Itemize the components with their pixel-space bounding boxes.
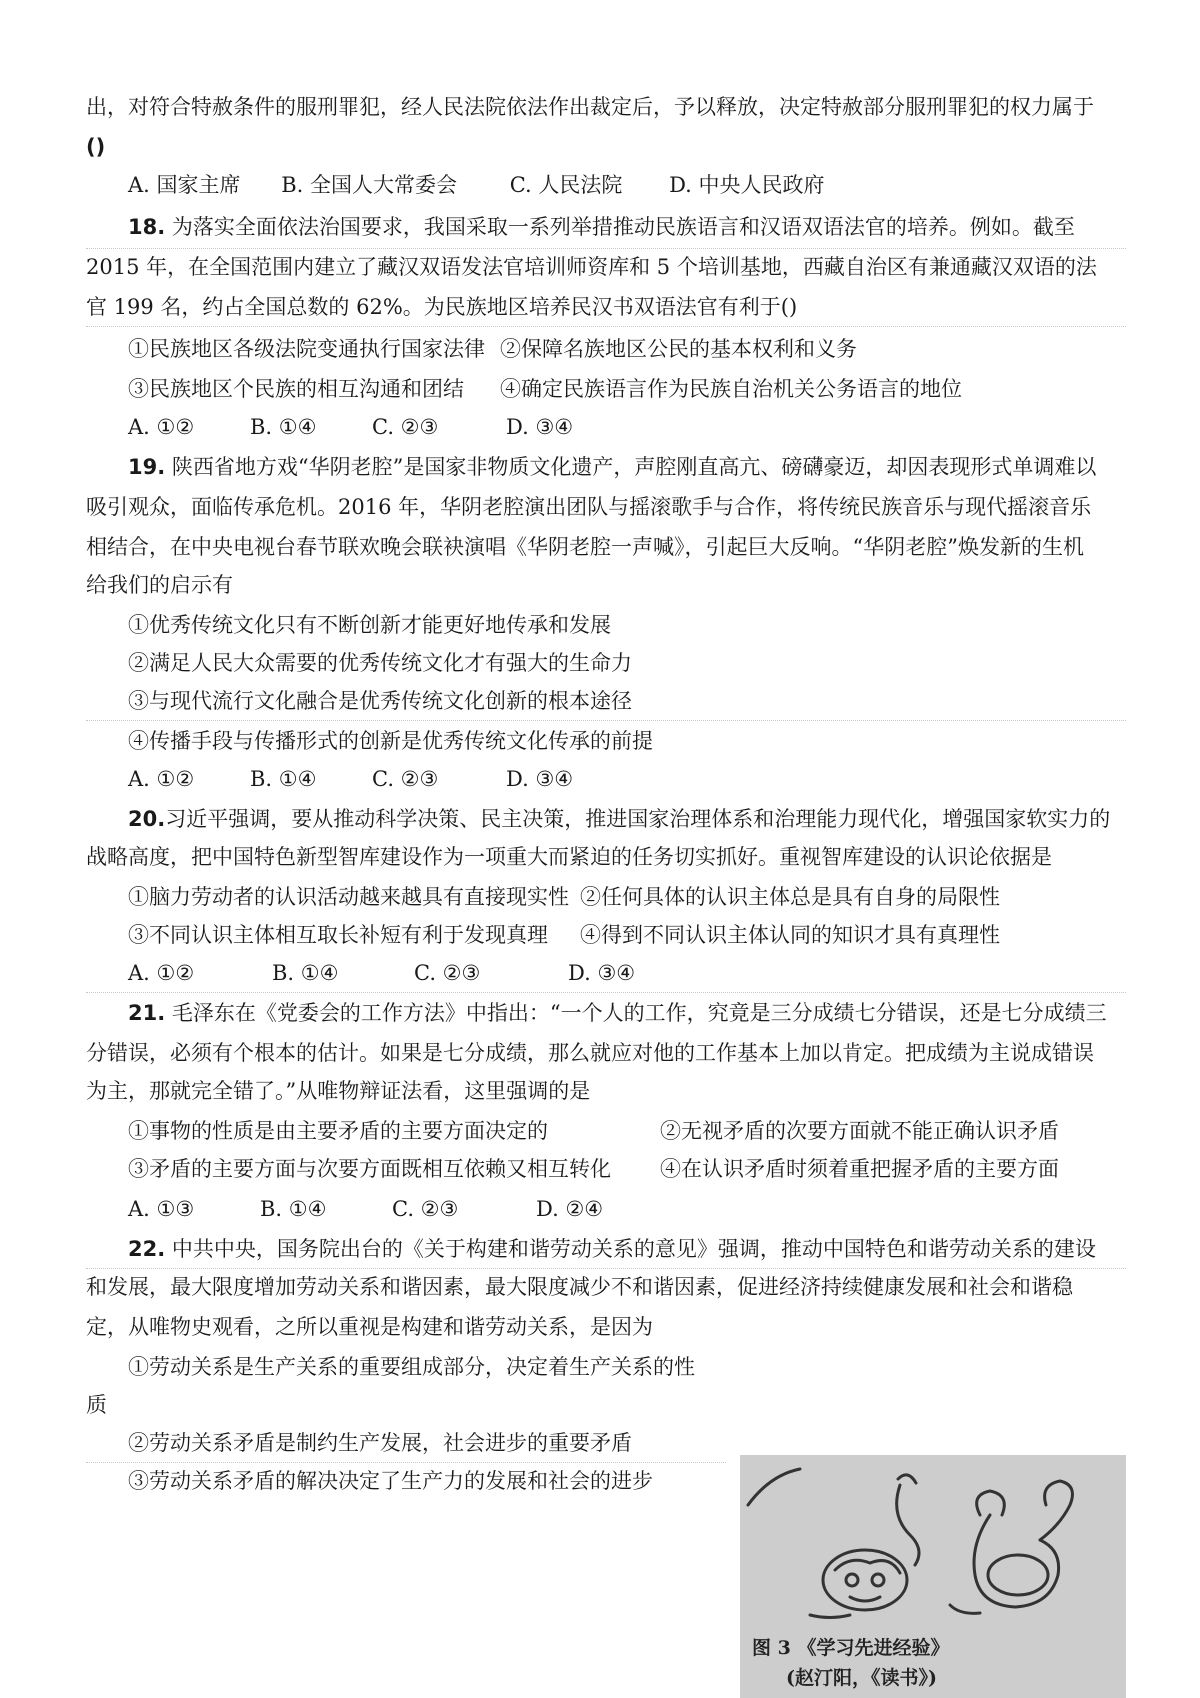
q21-option-b[interactable]: B. ①④	[260, 1197, 327, 1221]
q20-item-4: ④得到不同认识主体认同的知识才具有真理性	[580, 923, 1000, 947]
q22-item-1-cont: 质	[86, 1393, 107, 1417]
q22-item-3: ③劳动关系矛盾的解决决定了生产力的发展和社会的进步	[128, 1469, 653, 1493]
q22-stem-line2: 和发展，最大限度增加劳动关系和谐因素，最大限度减少不和谐因素，促进经济持续健康发展和社会和谐稳	[86, 1275, 1073, 1299]
q21-items-row1	[128, 1116, 1059, 1146]
q21-stem-line3: 为主，那就完全错了。”从唯物辩证法看，这里强调的是	[86, 1079, 591, 1103]
divider	[86, 720, 1126, 721]
q20-number: 20.	[128, 807, 166, 831]
q20-option-a[interactable]: A. ①②	[128, 961, 195, 985]
q22-number: 22.	[128, 1237, 166, 1261]
q20-option-c[interactable]: C. ②③	[414, 961, 481, 985]
q21-stem-line1	[128, 998, 1107, 1028]
q21-item-2: ②无视矛盾的次要方面就不能正确认识矛盾	[660, 1119, 1059, 1143]
q20-item-2: ②任何具体的认识主体总是具有自身的局限性	[580, 885, 1000, 909]
q21-options	[128, 1194, 603, 1224]
q18-stem-text: 为落实全面依法治国要求，我国采取一系列举措推动民族语言和汉语双语法官的培养。例如。截至	[171, 215, 1075, 239]
q18-item-3: ③民族地区个民族的相互沟通和团结	[128, 377, 464, 401]
divider	[86, 992, 1126, 993]
q20-stem-text: 习近平强调，要从推动科学决策、民主决策，推进国家治理体系和治理能力现代化，增强国家软实力的	[165, 807, 1111, 831]
q20-options	[128, 958, 635, 988]
q20-items-row1	[128, 882, 1000, 912]
q21-items-row2	[128, 1154, 1059, 1184]
q22-stem-line3: 定，从唯物史观看，之所以重视是构建和谐劳动关系，是因为	[86, 1315, 653, 1339]
q19-item-4: ④传播手段与传播形式的创新是优秀传统文化传承的前提	[128, 729, 653, 753]
q18-option-b[interactable]: B. ①④	[250, 415, 317, 439]
q20-items-row2	[128, 920, 1000, 950]
q18-stem-line2: 2015 年，在全国范围内建立了藏汉双语发法官培训师资库和 5 个培训基地，西藏自治区有兼通藏汉双语的法	[86, 255, 1097, 279]
q21-option-d[interactable]: D. ②④	[536, 1197, 604, 1221]
q18-options	[128, 412, 573, 442]
q19-number: 19.	[128, 455, 166, 479]
q21-stem-line2: 分错误，必须有个根本的估计。如果是七分成绩，那么就应对他的工作基本上加以肯定。把成绩为主说成错误	[86, 1041, 1094, 1065]
q19-option-b[interactable]: B. ①④	[250, 767, 317, 791]
q21-item-1: ①事物的性质是由主要矛盾的主要方面决定的	[128, 1119, 548, 1143]
q18-option-a[interactable]: A. ①②	[128, 415, 195, 439]
divider	[86, 1268, 1126, 1269]
q21-item-3: ③矛盾的主要方面与次要方面既相互依赖又相互转化	[128, 1157, 611, 1181]
q22-stem-text: 中共中央，国务院出台的《关于构建和谐劳动关系的意见》强调，推动中国特色和谐劳动关系的建设	[171, 1237, 1096, 1261]
q18-item-4: ④确定民族语言作为民族自治机关公务语言的地位	[500, 377, 962, 401]
q18-stem-line1	[128, 212, 1075, 242]
q20-item-1: ①脑力劳动者的认识活动越来越具有直接现实性	[128, 885, 569, 909]
q20-option-d[interactable]: D. ③④	[568, 961, 636, 985]
q22-item-1: ①劳动关系是生产关系的重要组成部分，决定着生产关系的性	[128, 1355, 695, 1379]
q19-option-a[interactable]: A. ①②	[128, 767, 195, 791]
q19-stem-line4: 给我们的启示有	[86, 573, 233, 597]
q19-option-d[interactable]: D. ③④	[506, 767, 574, 791]
q17-option-a[interactable]: A. 国家主席	[128, 173, 241, 197]
q17-option-d[interactable]: D. 中央人民政府	[669, 173, 825, 197]
q22-stem-line1	[128, 1234, 1096, 1264]
q18-items-row2	[128, 374, 962, 404]
figure-caption-title: 图 3 《学习先进经验》	[752, 1637, 950, 1659]
q21-number: 21.	[128, 1001, 166, 1025]
q21-stem-text: 毛泽东在《党委会的工作方法》中指出：“一个人的工作，究竟是三分成绩七分错误，还是七分成绩三	[171, 1001, 1107, 1025]
q19-stem-text: 陕西省地方戏“华阴老腔”是国家非物质文化遗产，声腔刚直高亢、磅礴豪迈，却因表现形式单调难以	[171, 455, 1097, 479]
figure-caption-author: (赵汀阳，《读书》)	[786, 1667, 937, 1689]
q20-option-b[interactable]: B. ①④	[272, 961, 339, 985]
q17-options	[128, 170, 825, 200]
q18-item-2: ②保障名族地区公民的基本权利和义务	[500, 337, 857, 361]
q19-item-2: ②满足人民大众需要的优秀传统文化才有强大的生命力	[128, 651, 632, 675]
divider	[86, 1462, 726, 1463]
q19-option-c[interactable]: C. ②③	[372, 767, 439, 791]
q17-stem-line1: 出，对符合特赦条件的服刑罪犯，经人民法院依法作出裁定后，予以释放，决定特赦部分服刑罪犯的权力属于	[86, 95, 1094, 119]
divider	[86, 248, 1126, 249]
q22-item-2: ②劳动关系矛盾是制约生产发展，社会进步的重要矛盾	[128, 1431, 632, 1455]
q19-stem-line2: 吸引观众，面临传承危机。2016 年，华阴老腔演出团队与摇滚歌手与合作，将传统民族音乐与现代摇滚音乐	[86, 495, 1092, 519]
cartoon-figure	[740, 1455, 1126, 1698]
q17-option-c[interactable]: C. 人民法院	[509, 173, 623, 197]
q21-item-4: ④在认识矛盾时须着重把握矛盾的主要方面	[660, 1157, 1059, 1181]
cartoon-drawing	[740, 1455, 1126, 1698]
q18-items-row1	[128, 334, 857, 364]
q18-stem-line3: 官 199 名，约占全国总数的 62%。为民族地区培养民汉书双语法官有利于()	[86, 295, 798, 319]
q19-stem-line3: 相结合，在中央电视台春节联欢晚会联袂演唱《华阴老腔一声喊》，引起巨大反响。“华阴老腔”焕发新的生机	[86, 535, 1084, 559]
q17-option-b[interactable]: B. 全国人大常委会	[281, 173, 458, 197]
q20-stem-line1	[128, 804, 1110, 834]
q18-number: 18.	[128, 215, 166, 239]
q20-stem-line2: 战略高度，把中国特色新型智库建设作为一项重大而紧迫的任务切实抓好。重视智库建设的认识论依据是	[86, 845, 1052, 869]
q21-option-c[interactable]: C. ②③	[392, 1197, 459, 1221]
q18-option-c[interactable]: C. ②③	[372, 415, 439, 439]
q19-stem-line1	[128, 452, 1096, 482]
q19-options	[128, 764, 573, 794]
q20-item-3: ③不同认识主体相互取长补短有利于发现真理	[128, 923, 548, 947]
q17-stem-line2: ()	[86, 135, 106, 159]
q18-option-d[interactable]: D. ③④	[506, 415, 574, 439]
q19-item-1: ①优秀传统文化只有不断创新才能更好地传承和发展	[128, 613, 611, 637]
q19-item-3: ③与现代流行文化融合是优秀传统文化创新的根本途径	[128, 689, 632, 713]
q18-item-1: ①民族地区各级法院变通执行国家法律	[128, 337, 485, 361]
divider	[86, 326, 1126, 327]
q21-option-a[interactable]: A. ①③	[128, 1197, 195, 1221]
